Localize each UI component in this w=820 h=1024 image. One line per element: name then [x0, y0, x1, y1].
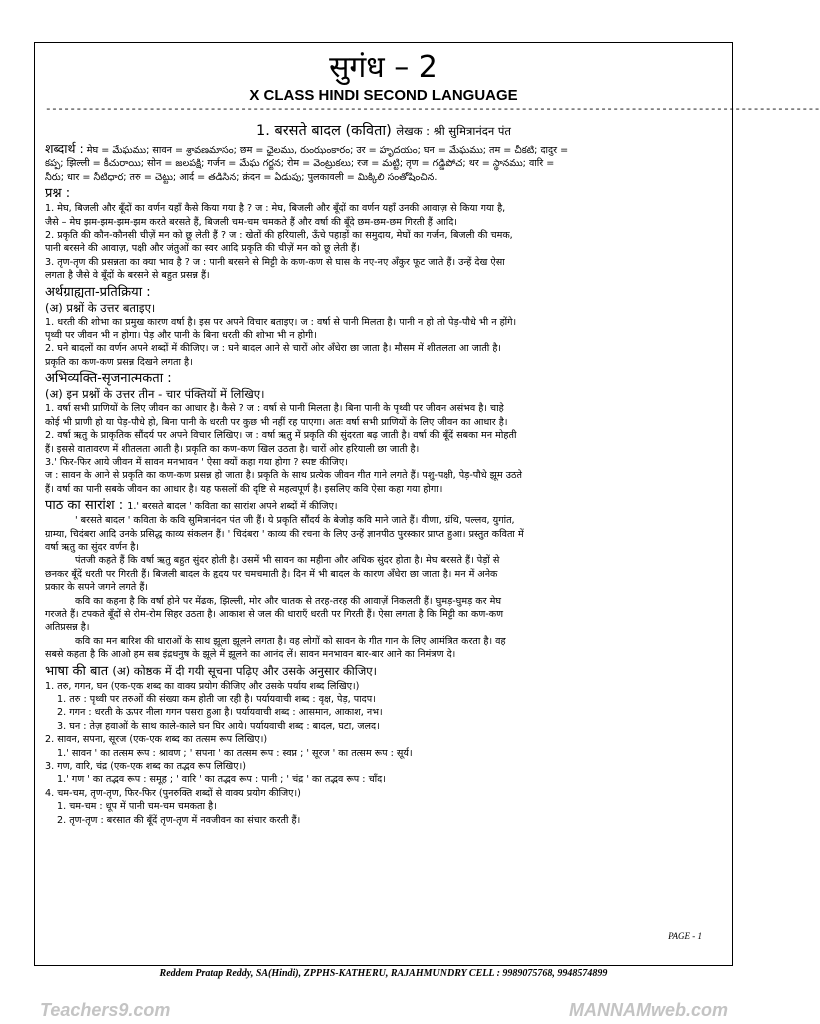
saransh-section [45, 497, 722, 661]
saransh-para3: कवि का कहना है कि वर्षा होने पर मेंढक, झिल्ली, मोर और चातक से तरह-तरह की आवाज़ें निकलती हैं। घुमड़-घुमड़ कर मेघ [75, 595, 502, 607]
saransh-para2-end: प्रकार के सपने जगने लगते हैं। [45, 582, 149, 594]
page-title: सुगंध – 2 [329, 50, 438, 85]
saransh-para1: ' बरसते बादल ' कविता के कवि सुमित्रानंदन पंत जी हैं। ये प्रकृति सौंदर्य के बेजोड़ कवि माने जाते हैं। वीणा, ग्रंथि, पल्लव, युगांत, [75, 515, 515, 527]
abhi-q2: 2. वर्षा ऋतु के प्राकृतिक सौंदर्य पर अपने विचार लिखिए। ज : वर्षा ऋतु में प्रकृति की सुंदरता बढ़ जाती है। वर्षा की बूँदें सबका मन मोहती [45, 430, 517, 442]
vocab-line-3: నీరు; धार = నీటిధార; तरु = చెట్టు; आर्द = తడిసిన; क्रंदन = ఏడుపు; पुलकावली = మిక్కిలి సంతోషించిన. [45, 171, 438, 183]
prashn-section [45, 185, 722, 282]
saransh-para3-cont: गरजते हैं। टपकते बूँदों से रोम-रोम सिहर उठता है। आकाश से जल की धाराएँ धरती पर गिरती हैं। ऐसा लगता है कि मिट्टी का कण-कण [45, 608, 504, 620]
saransh-para2-cont: छनकर बूँदें धरती पर गिरती हैं। बिजली बादल के हृदय पर चमचमाती है। दिन में भी बादल के कारण अँधेरा छा जाता है। मन में अनेक [45, 568, 498, 580]
prashn-q1: 1. मेघ, बिजली और बूँदों का वर्णन यहाँ कैसे किया गया है ? ज : मेघ, बिजली और बूँदों का वर्णन यहाँ उनकी आवाज़ से किया गया है, [45, 203, 506, 215]
bhasha-item2-a: 1.' सावन ' का तत्सम रूप : श्रावण ; ' सपना ' का तत्सम रूप : स्वप्न ; ' सूरज ' का तत्सम रूप : सूर्य। [57, 747, 413, 759]
saransh-para1-end: वर्षा ऋतु का सुंदर वर्णन है। [45, 541, 139, 553]
divider-line: ------------------------------------------------------------------------------------------------------------------------------- [45, 104, 820, 116]
bhasha-item4-b: 2. तृण-तृण : बरसात की बूँदें तृण-तृण में नवजीवन का संचार करती हैं। [57, 814, 301, 826]
saransh-heading: पाठ का सारांश : [45, 498, 124, 514]
prashn-q3-cont: लगता है जैसे वे बूँदों के बरसने से बहुत प्रसन्न हैं। [45, 270, 210, 282]
prashn-heading: प्रश्न : [45, 186, 71, 202]
arth-heading: अर्थग्राह्यता-प्रतिक्रिया : [45, 284, 151, 300]
prashn-q2: 2. प्रकृति की कौन-कौनसी चीज़ें मन को छू लेती हैं ? ज : खेतों की हरियाली, ऊँचे पहाड़ों का समुदाय, मेघों का गर्जन, बिजली की चमक, [45, 230, 513, 242]
saransh-para1-cont: ग्राम्या, चिदंबरा आदि उनके प्रसिद्ध काव्य संकलन हैं। ' चिदंबरा ' काव्य की रचना के लिए उन्हें ज्ञानपीठ पुरस्कार प्राप्त हुआ। प्रस्तुत कविता में [45, 528, 524, 540]
abhi-q3-cont: हैं। वर्षा का पानी सबके जीवन का आधार है। यह फसलों की दृष्टि से महत्वपूर्ण है। इसलिए कवि ऐसा कहा गया होगा। [45, 483, 443, 495]
arth-q2-cont: प्रकृति का कण-कण प्रसन्न दिखने लगता है। [45, 356, 193, 368]
arth-subheading: (अ) प्रश्नों के उत्तर बताइए। [45, 300, 156, 315]
bhasha-item1-a: 1. तरु : पृथ्वी पर तरुओं की संख्या कम होती जा रही है। पर्यायवाची शब्द : वृक्ष, पेड़, पादप। [57, 694, 376, 705]
bhasha-item1-b: 2. गगन : धरती के ऊपर नीला गगन पसरा हुआ है। पर्यायवाची शब्द : आसमान, आकाश, नभ। [57, 707, 383, 719]
saransh-prompt: 1.' बरसते बादल ' कविता का सारांश अपने शब्दों में कीजिए। [127, 501, 338, 513]
saransh-para2: पंतजी कहते हैं कि वर्षा ऋतु बहुत सुंदर होती है। उसमें भी सावन का महीना और अधिक सुंदर होता है। मेघ बरसते हैं। पेड़ों से [75, 555, 500, 567]
abhi-q1: 1. वर्षा सभी प्राणियों के लिए जीवन का आधार है। कैसे ? ज : वर्षा से पानी मिलता है। बिना पानी के पृथ्वी पर जीवन असंभव है। चाहे [45, 403, 504, 415]
abhi-q3: 3.' फिर-फिर आये जीवन में सावन मनभावन ' ऐसा क्यों कहा गया होगा ? स्पष्ट कीजिए। [45, 456, 348, 468]
bhasha-section [45, 663, 722, 827]
arth-q1: 1. धरती की शोभा का प्रमुख कारण वर्षा है। इस पर अपने विचार बताइए। ज : वर्षा से पानी मिलता है। पानी न हो तो पेड़-पौधे भी न होंगे। [45, 316, 517, 328]
bhasha-item3-a: 1.' गण ' का तद्भव रूप : समूह ; ' वारि ' का तद्भव रूप : पानी ; ' चंद्र ' का तद्भव रूप : चाँद। [57, 774, 386, 786]
page-subtitle: X CLASS HINDI SECOND LANGUAGE [249, 87, 518, 104]
saransh-para4: कवि का मन बारिश की धाराओं के साथ झूला झूलने लगता है। वह लोगों को सावन के गीत गान के लिए आमंत्रित करता है। वह [75, 635, 506, 647]
arth-section [45, 284, 722, 370]
vocab-line-1: मेघ = మేఘము; सावन = శ్రావణమాసం; छम = ఛైలము, రుంఝంకారం; उर = హృదయం; घन = మేఘము; तम = చీకటి; दादुर = [86, 145, 569, 156]
abhi-q1-cont: कोई भी प्राणी हो या पेड़-पौधे हो, बिना पानी के धरती पर कुछ भी नहीं रह पाएगा। अतः वर्षा सभी प्राणियों के लिए जीवन का आधार है। [45, 416, 508, 428]
bhasha-item4: 4. चम-चम, तृण-तृण, फिर-फिर (पुनरुक्ति शब्दों से वाक्य प्रयोग कीजिए।) [45, 787, 301, 799]
vocab-section [45, 142, 722, 184]
saransh-para3-end: अतिप्रसन्न है। [45, 622, 90, 634]
abhi-heading: अभिव्यक्ति-सृजनात्मकता : [45, 371, 172, 387]
bhasha-item3: 3. गण, वारि, चंद्र (एक-एक शब्द का तद्भव रूप लिखिए।) [45, 761, 246, 773]
bhasha-item2: 2. सावन, सपना, सूरज (एक-एक शब्द का तत्सम रूप लिखिए।) [45, 734, 268, 746]
saransh-para4-cont: सबसे कहता है कि आओ हम सब इंद्रधनुष के झूले में झूलने का आनंद लें। सावन मनभावन बार-बार आने का निमंत्रण दे। [45, 649, 456, 661]
watermark-left: Teachers9.com [40, 1000, 171, 1020]
prashn-q1-cont: जैसे – मेघ झम-झम-झम-झम करते बरसते हैं, बिजली चम-चम चमकते हैं और वर्षा की बूँदे छम-छम-छम गिरती हैं आदि। [45, 216, 457, 228]
abhi-q2-cont: हैं। इससे वातावरण में शीतलता आती है। प्रकृति का कण-कण खिल उठता है। चारों ओर हरियाली छा जाती है। [45, 443, 420, 455]
poem-heading [45, 120, 722, 140]
bhasha-item1: 1. तरु, गगन, घन (एक-एक शब्द का वाक्य प्रयोग कीजिए और उसके पर्याय शब्द लिखिए।) [45, 680, 360, 692]
poem-author: लेखक : श्री सुमित्रानंदन पंत [396, 124, 511, 138]
watermark-right: MANNAMweb.com [568, 1000, 728, 1020]
arth-q2: 2. घने बादलों का वर्णन अपने शब्दों में कीजिए। ज : घने बादल आने से चारों ओर अँधेरा छा जाता है। मौसम में शीतलता आ जाती है। [45, 343, 502, 355]
abhi-subheading: (अ) इन प्रश्नों के उत्तर तीन - चार पंक्तियों में लिखिए। [45, 387, 265, 402]
abhi-section [45, 370, 722, 496]
bhasha-item1-c: 3. घन : तेज़ हवाओं के साथ काले-काले घन घिर आये। पर्यायवाची शब्द : बादल, घटा, जलद। [57, 720, 380, 732]
bhasha-item4-a: 1. चम-चम : धूप में पानी चम-चम चमकता है। [57, 801, 217, 813]
abhi-q3-answer: ज : सावन के आने से प्रकृति का कण-कण प्रसन्न हो जाता है। प्रकृति के साथ प्रत्येक जीवन गीत गाने लगते हैं। पशु-पक्षी, पेड़-पौधे झूम उठते [45, 470, 523, 482]
page-number: PAGE - 1 [668, 931, 702, 941]
bhasha-subheading: (अ) कोष्ठक में दी गयी सूचना पढ़िए और उसके अनुसार कीजिए। [112, 663, 377, 678]
author-footer: Reddem Pratap Reddy, SA(Hindi), ZPPHS-KATHERU, RAJAHMUNDRY CELL : 9989075768, 9948574899 [159, 968, 608, 979]
prashn-q2-cont: पानी बरसने की आवाज़, पक्षी और जंतुओं का स्वर आदि प्रकृति की चीज़ें मन को छू लेती हैं। [45, 243, 360, 255]
vocab-line-2: కప్ప; झिल्ली = కీచురాయి; सोन = జలపక్షి; गर्जन = మేఘ గర్జన; रोम = వెంట్రుకలు; रज = మట్టి; तृण = గడ్డిపోచ; थर = స్థానము; वारि = [45, 158, 555, 170]
poem-title: 1. बरसते बादल (कविता) [256, 123, 392, 139]
bhasha-heading: भाषा की बात [45, 663, 109, 679]
prashn-q3: 3. तृण-तृण की प्रसन्नता का क्या भाव है ? ज : पानी बरसने से मिट्टी के कण-कण से घास के नए-नए अँकुर फूट जाते हैं। उन्हें देख ऐसा [45, 256, 505, 268]
vocab-label: शब्दार्थ : [45, 141, 84, 156]
arth-q1-cont: पृथ्वी पर जीवन भी न होगा। पेड़ और पानी के बिना धरती की शोभा भी न होगी। [45, 330, 317, 342]
worksheet-page [34, 42, 820, 966]
